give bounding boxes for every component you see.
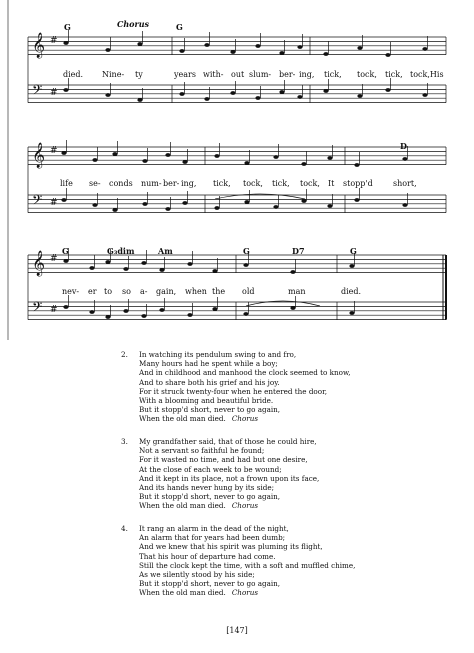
bass-notehead bbox=[402, 203, 407, 207]
lyric-s2-2: conds bbox=[109, 179, 133, 188]
treble-notehead bbox=[187, 262, 192, 266]
bass-notehead bbox=[244, 200, 249, 204]
verse-line: At the close of each week to be wound; bbox=[139, 464, 282, 474]
verse-2 bbox=[121, 350, 451, 424]
chorus-tag: Chorus bbox=[231, 414, 259, 424]
bass-notehead bbox=[123, 309, 128, 313]
treble-notehead bbox=[141, 261, 146, 265]
lyric-s2-11: stopp'd bbox=[343, 179, 373, 188]
bass-notehead bbox=[357, 94, 362, 98]
lyric-s2-9: tock, bbox=[300, 179, 320, 188]
key-signature-sharp: # bbox=[50, 305, 58, 315]
treble-notehead bbox=[63, 259, 68, 263]
treble-notehead bbox=[212, 269, 217, 273]
bass-notehead bbox=[105, 93, 110, 97]
treble-notehead bbox=[243, 263, 248, 267]
key-signature-sharp: # bbox=[50, 88, 58, 98]
lyric-s1-7: ber- bbox=[279, 70, 296, 79]
verse-line: Not a servant so faithful he found; bbox=[139, 446, 265, 456]
treble-notehead bbox=[165, 153, 170, 157]
treble-clef: 𝄞 bbox=[32, 143, 46, 168]
verse-line: As we silently stood by his side; bbox=[139, 570, 255, 580]
lyric-s3-2: to bbox=[104, 287, 113, 296]
chord-s3-0: G bbox=[62, 246, 69, 256]
bass-notehead bbox=[112, 208, 117, 212]
bass-clef: 𝄢 bbox=[32, 82, 43, 101]
treble-notehead bbox=[182, 160, 187, 164]
chord-s1-0: G bbox=[64, 22, 71, 32]
lyric-s1-12: tock,His bbox=[410, 70, 444, 79]
treble-clef: 𝄞 bbox=[32, 33, 46, 58]
verse-line: An alarm that for years had been dumb; bbox=[139, 533, 286, 543]
bass-notehead bbox=[105, 315, 110, 319]
treble-notehead bbox=[297, 45, 302, 49]
bass-notehead bbox=[349, 311, 354, 315]
chord-s2-0: D bbox=[400, 141, 407, 151]
bass-notehead bbox=[297, 95, 302, 99]
bass-notehead bbox=[301, 199, 306, 203]
treble-notehead bbox=[290, 270, 295, 274]
bass-notehead bbox=[214, 206, 219, 210]
verse-line: For it wasted no time, and had but one desire, bbox=[139, 455, 308, 465]
key-signature-sharp: # bbox=[50, 36, 58, 46]
key-signature-sharp: # bbox=[50, 146, 58, 156]
lyric-s3-4: a- bbox=[140, 287, 148, 296]
chord-s3-3: G bbox=[243, 246, 250, 256]
treble-notehead bbox=[422, 47, 427, 51]
lyric-s1-6: slum- bbox=[249, 70, 272, 79]
verse-line: But it stopp'd short, never to go again, bbox=[139, 492, 281, 502]
treble-notehead bbox=[354, 163, 359, 167]
lyric-s3-7: the bbox=[212, 287, 226, 296]
treble-notehead bbox=[214, 154, 219, 158]
lyric-s2-4: ber- bbox=[163, 179, 180, 188]
bass-clef: 𝄢 bbox=[32, 299, 43, 318]
treble-notehead bbox=[89, 266, 94, 270]
lyric-s3-1: er bbox=[88, 287, 97, 296]
bass-notehead bbox=[255, 96, 260, 100]
verse-line: It rang an alarm in the dead of the night, bbox=[139, 524, 289, 533]
treble-notehead bbox=[92, 158, 97, 162]
treble-notehead bbox=[273, 155, 278, 159]
verse-line: Still the clock kept the time, with a soft and muffled chime, bbox=[139, 560, 356, 570]
bass-notehead bbox=[141, 314, 146, 318]
treble-notehead bbox=[323, 52, 328, 56]
treble-notehead bbox=[349, 264, 354, 268]
lyric-s1-3: years bbox=[174, 70, 196, 79]
verse-line: And in childhood and manhood the clock seemed to know, bbox=[139, 368, 351, 378]
lyric-s1-10: tock, bbox=[357, 70, 377, 79]
verse-number: 4. bbox=[121, 524, 128, 533]
bass-notehead bbox=[279, 90, 284, 94]
verse-line-last bbox=[139, 414, 451, 423]
chorus-tag: Chorus bbox=[231, 501, 259, 511]
treble-notehead bbox=[112, 152, 117, 156]
treble-notehead bbox=[255, 44, 260, 48]
bass-notehead bbox=[63, 305, 68, 309]
verse-line: For it struck twenty-four when he entered the door, bbox=[139, 386, 328, 396]
chord-s3-5: G bbox=[350, 246, 357, 256]
treble-notehead bbox=[105, 260, 110, 264]
bass-notehead bbox=[165, 207, 170, 211]
treble-notehead bbox=[123, 267, 128, 271]
bass-notehead bbox=[290, 306, 295, 310]
lyric-s2-5: ing, bbox=[181, 179, 197, 188]
bass-notehead bbox=[89, 310, 94, 314]
lyric-s3-5: gain, bbox=[156, 287, 177, 296]
verse-text: When the old man died. bbox=[139, 414, 226, 424]
treble-notehead bbox=[301, 162, 306, 166]
key-signature-sharp: # bbox=[50, 254, 58, 264]
lyric-s2-7: tock, bbox=[243, 179, 263, 188]
bass-notehead bbox=[385, 88, 390, 92]
verse-3 bbox=[121, 437, 451, 511]
treble-clef: 𝄞 bbox=[32, 251, 46, 276]
bass-notehead bbox=[159, 308, 164, 312]
lyric-s1-8: ing, bbox=[299, 70, 315, 79]
lyric-s3-9: man bbox=[288, 287, 306, 296]
chord-s1-1: G bbox=[176, 22, 183, 32]
verse-line: In watching its pendulum swing to and fro, bbox=[139, 350, 297, 359]
lyric-s1-9: tick, bbox=[324, 70, 342, 79]
verse-line: With a blooming and beautiful bride. bbox=[139, 396, 274, 406]
page-number: [147] bbox=[226, 626, 248, 635]
lyric-s1-0: died. bbox=[63, 70, 84, 79]
lyric-s3-0: nev- bbox=[62, 287, 80, 296]
verse-4 bbox=[121, 524, 451, 598]
bass-notehead bbox=[230, 91, 235, 95]
treble-notehead bbox=[279, 51, 284, 55]
lyric-s1-11: tick, bbox=[385, 70, 403, 79]
chord-s3-1: G₃dim bbox=[107, 246, 135, 256]
treble-notehead bbox=[230, 50, 235, 54]
treble-notehead bbox=[402, 157, 407, 161]
verse-number: 3. bbox=[121, 437, 128, 446]
verse-line: And its hands never hung by its side; bbox=[139, 483, 275, 493]
bass-notehead bbox=[422, 93, 427, 97]
lyric-s1-4: with- bbox=[203, 70, 224, 79]
verse-line-last bbox=[139, 588, 451, 597]
lyric-s2-12: short, bbox=[393, 179, 417, 188]
verse-line: My grandfather said, that of those he could hire, bbox=[139, 437, 317, 446]
bass-notehead bbox=[187, 313, 192, 317]
treble-notehead bbox=[61, 151, 66, 155]
bass-clef: 𝄢 bbox=[32, 192, 43, 211]
bass-notehead bbox=[323, 89, 328, 93]
bass-notehead bbox=[273, 205, 278, 209]
treble-notehead bbox=[63, 41, 68, 45]
verse-number: 2. bbox=[121, 350, 128, 359]
lyric-s3-3: so bbox=[122, 287, 131, 296]
treble-notehead bbox=[204, 43, 209, 47]
chorus-tag: Chorus bbox=[231, 588, 259, 598]
verse-line-last bbox=[139, 501, 451, 510]
key-signature-sharp: # bbox=[50, 198, 58, 208]
bass-notehead bbox=[354, 198, 359, 202]
bass-notehead bbox=[212, 307, 217, 311]
treble-notehead bbox=[105, 48, 110, 52]
verse-line: And we knew that his spirit was pluming its flight, bbox=[139, 542, 323, 552]
bass-notehead bbox=[142, 202, 147, 206]
bass-notehead bbox=[327, 204, 332, 208]
treble-notehead bbox=[159, 268, 164, 272]
lyric-s2-6: tick, bbox=[213, 179, 231, 188]
treble-notehead bbox=[244, 161, 249, 165]
lyric-s2-10: It bbox=[328, 179, 335, 188]
bass-notehead bbox=[243, 312, 248, 316]
verse-text: When the old man died. bbox=[139, 588, 226, 598]
bass-notehead bbox=[179, 92, 184, 96]
treble-notehead bbox=[385, 53, 390, 57]
bass-notehead bbox=[204, 97, 209, 101]
lyric-s2-3: num- bbox=[141, 179, 162, 188]
verse-line: And to share both his grief and his joy. bbox=[139, 377, 280, 387]
verse-line: But it stopp'd short, never to go again, bbox=[139, 405, 281, 415]
lyric-s1-5: out bbox=[231, 70, 245, 79]
treble-notehead bbox=[137, 42, 142, 46]
bass-notehead bbox=[92, 203, 97, 207]
bass-notehead bbox=[137, 98, 142, 102]
chord-s3-2: Am bbox=[158, 246, 173, 256]
treble-notehead bbox=[142, 159, 147, 163]
treble-notehead bbox=[327, 156, 332, 160]
lyric-s3-8: old bbox=[242, 287, 255, 296]
verse-line: Many hours had he spent while a boy; bbox=[139, 359, 278, 369]
lyric-s2-0: life bbox=[60, 179, 73, 188]
bass-notehead bbox=[63, 88, 68, 92]
bass-notehead bbox=[182, 201, 187, 205]
verse-line: And it kept in its place, not a frown upon its face, bbox=[139, 473, 320, 483]
lyric-s3-6: when bbox=[185, 287, 207, 296]
lyric-s2-8: tick, bbox=[272, 179, 290, 188]
bass-notehead bbox=[61, 198, 66, 202]
treble-notehead bbox=[179, 49, 184, 53]
verse-line: But it stopp'd short, never to go again, bbox=[139, 579, 281, 589]
chorus-label: Chorus bbox=[117, 19, 150, 29]
verse-line: That his hour of departure had come. bbox=[139, 551, 276, 561]
treble-notehead bbox=[357, 46, 362, 50]
verse-text: When the old man died. bbox=[139, 501, 226, 511]
lyric-s1-2: ty bbox=[135, 70, 143, 79]
lyric-s3-10: died. bbox=[341, 287, 362, 296]
chord-s3-4: D7 bbox=[292, 246, 305, 256]
lyric-s1-1: Nine- bbox=[102, 70, 125, 79]
lyric-s2-1: se- bbox=[89, 179, 101, 188]
